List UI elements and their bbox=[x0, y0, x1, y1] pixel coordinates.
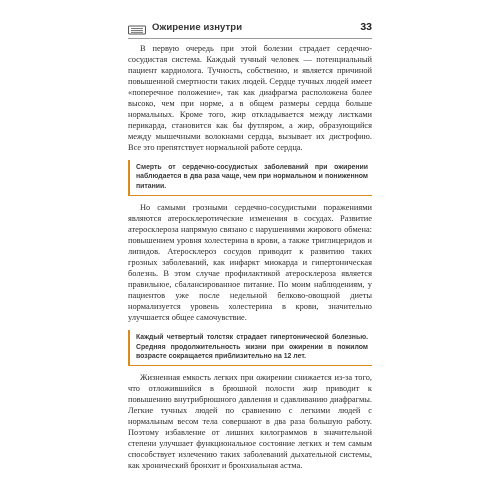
header-divider bbox=[128, 38, 372, 39]
page-number: 33 bbox=[360, 21, 372, 33]
paragraph-2: Но самыми грозными сердечно-сосудистыми поражениями являются атеросклеротические изменения в сосудах. Развитие атеросклероза напрямую связано с нарушениями жирового обмена: повышением уровня холестерина в крови, а также триглицеридов и липидов. Атеросклероз сосудов приводит к развитию таких грозных заболеваний, как инфаркт миокарда и гипертоническая болезнь. В этом случае профилактикой атеросклероза является правильное, сбалансированное питание. По моим наблюдениям, у пациентов уже после недельной белково-овощной диеты нормализуется уровень холестерина в крови, значительно улучшается общее самочувствие. bbox=[128, 203, 372, 323]
page-header bbox=[128, 18, 372, 36]
callout-2: Каждый четвертый толстяк страдает гипертонической болезнью. Средняя продолжительность жизни при ожирении в пожилом возрасте сокращается приблизительно на 12 лет. bbox=[128, 330, 372, 366]
callout-1: Смерть от сердечно-сосудистых заболеваний при ожирении наблюдается в два раза чаще, чем при нормальном и пониженном питании. bbox=[128, 160, 372, 196]
paragraph-3: Жизненная емкость легких при ожирении снижается из-за того, что отложившийся в брюшной полости жир приводит к повышению внутрибрюшного давления и сдавливанию диафрагмы. Легкие тучных людей по сравнению с легкими людей с нормальным весом тела совершают в два раза большую работу. Поэтому избавление от лишних килограммов в значительной степени улучшает функциональное состояние легких и тем самым способствует излечению таких заболеваний дыхательной системы, как хронический бронхит и бронхиальная астма. bbox=[128, 373, 372, 471]
book-icon bbox=[128, 22, 146, 32]
running-title: Ожирение изнутри bbox=[152, 21, 243, 33]
running-head bbox=[128, 22, 242, 33]
paragraph-1: В первую очередь при этой болезни страдает сердечно-сосудистая система. Каждый тучный человек — потенциальный пациент кардиолога. Тучность, собственно, и является причиной повышенной смертности таких людей. Сердце тучных людей имеет «поперечное положение», так как диафрагма расположена более высоко, чем при норме, а в общем размеры сердца больше нормальных. Кроме того, жир откладывается между листками перикарда, становится как бы футляром, а жир, образующийся между мышечными волокнами сердца, вызывает их дистрофию. Все это препятствует нормальной работе сердца. bbox=[128, 44, 372, 152]
body-text bbox=[128, 43, 372, 471]
